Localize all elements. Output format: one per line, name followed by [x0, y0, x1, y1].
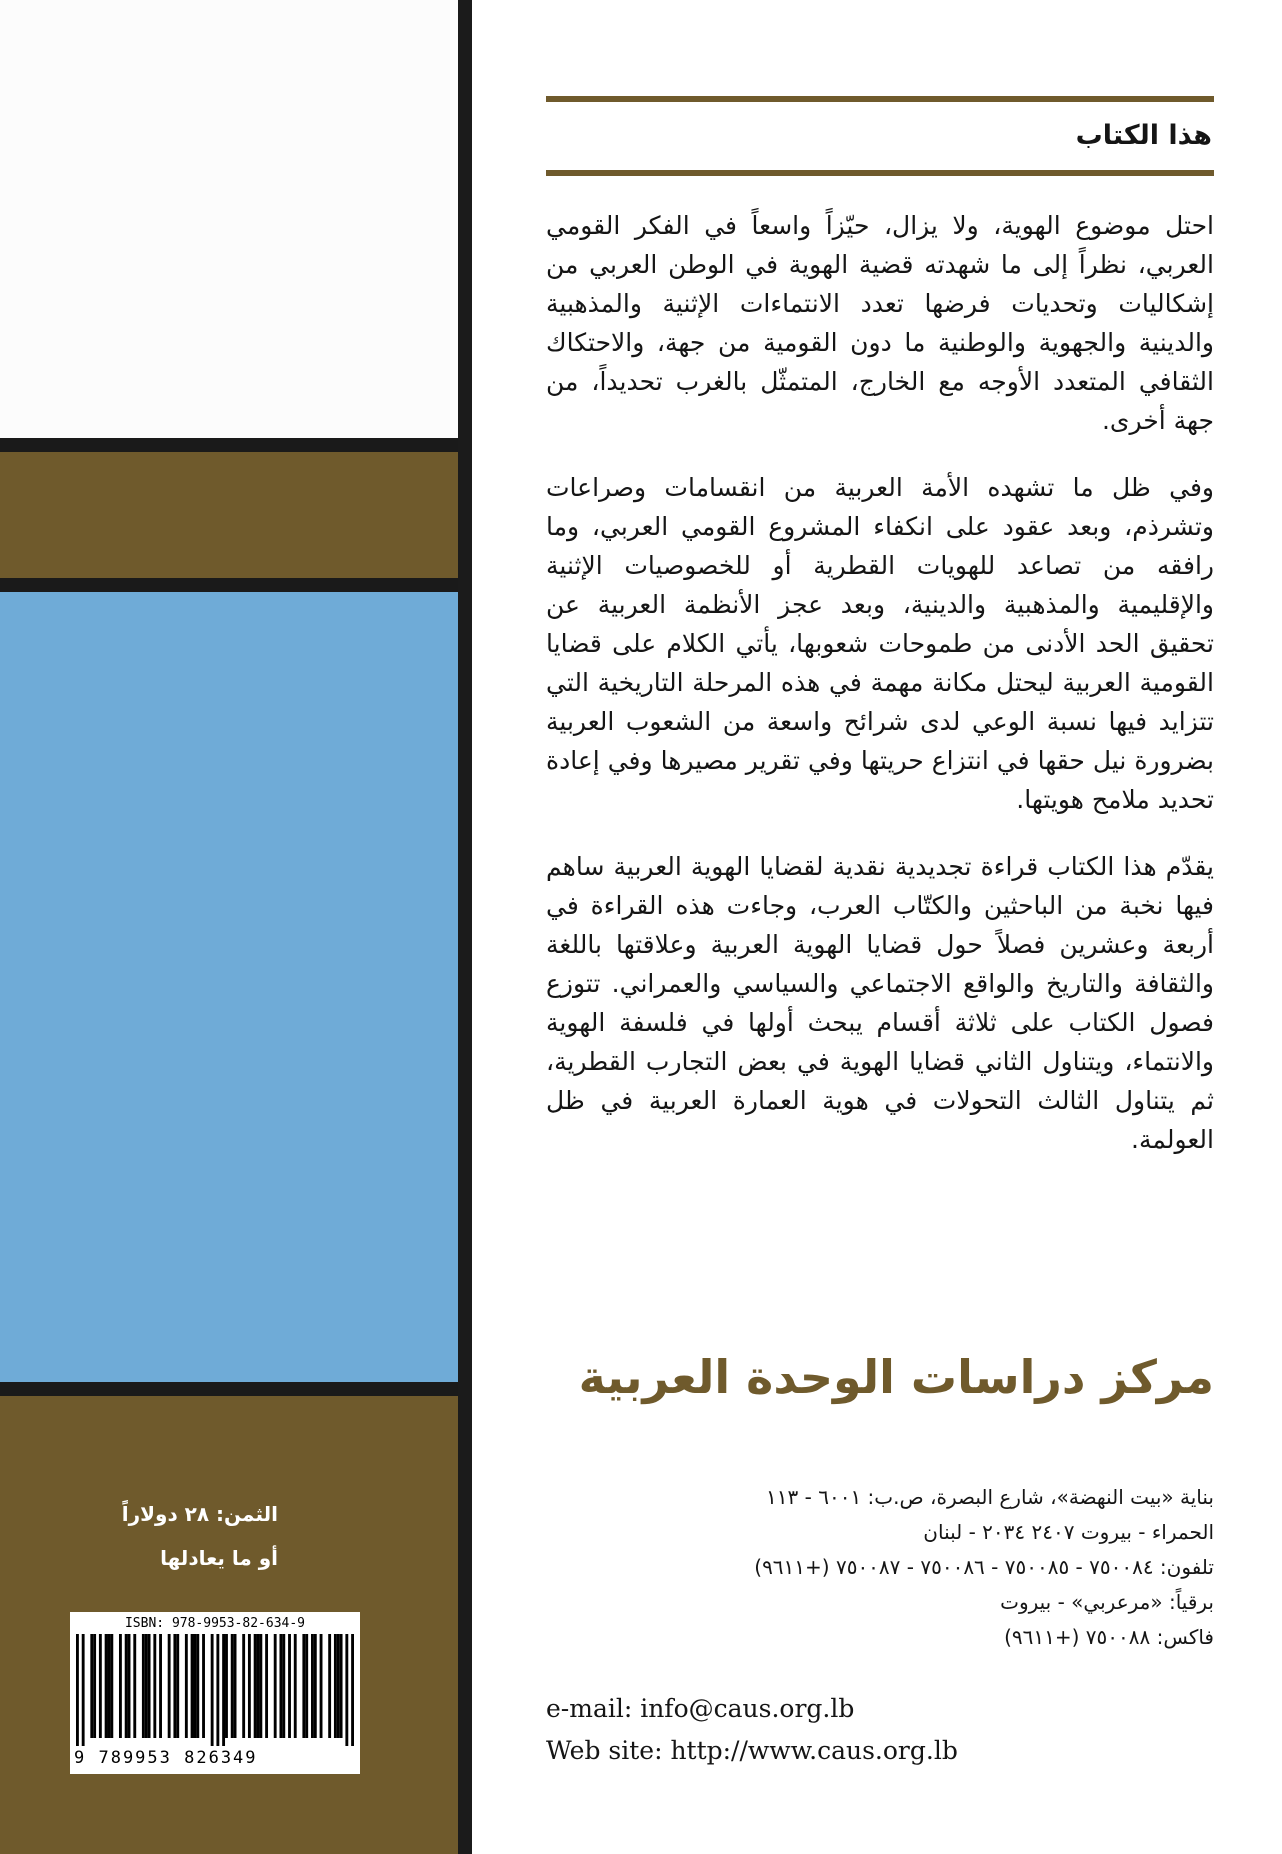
address-line: برقياً: «مرعربي» - بيروت: [1000, 1590, 1214, 1614]
email-line: e-mail: info@caus.org.lb: [546, 1694, 855, 1723]
address-line: الحمراء - بيروت ٢٤٠٧ ٢٠٣٤ - لبنان: [923, 1520, 1214, 1544]
address-line: تلفون: ٧٥٠٠٨٤ - ٧٥٠٠٨٥ - ٧٥٠٠٨٦ - ٧٥٠٠٨٧ (+٩٦١١): [754, 1555, 1214, 1579]
address-line: فاكس: ٧٥٠٠٨٨ (+٩٦١١): [1004, 1625, 1214, 1649]
publisher-address: [546, 1480, 1214, 1655]
black-rule-2: [0, 578, 462, 592]
publisher-name: مركز دراسات الوحدة العربية: [578, 1350, 1214, 1404]
price-note: أو ما يعادلها: [160, 1546, 278, 1570]
price-block: [78, 1492, 278, 1580]
white-block: [0, 0, 458, 438]
paragraph: وفي ظل ما تشهده الأمة العربية من انقسامات وصراعات وتشرذم، وبعد عقود على انكفاء المشروع القومي العربي، وما رافقه من تصاعد للهويات القطرية أو للخصوصيات الإثنية والإقليمية والمذهبية والدينية، وبعد عجز الأنظمة العربية عن تحقيق الحد الأدنى من طموحات شعوبها، يأتي الكلام على قضايا القومية العربية ليحتل مكانة مهمة في هذه المرحلة التاريخية التي تتزايد فيها نسبة الوعي لدى شرائح واسعة من الشعوب العربية بضرورة نيل حقها في انتزاع حريتها وفي تقرير مصيرها وفي إعادة تحديد ملامح هويتها.: [546, 473, 1214, 814]
paragraph: يقدّم هذا الكتاب قراءة تجديدية نقدية لقضايا الهوية العربية ساهم فيها نخبة من الباحثين والكتّاب العرب، وجاءت هذه القراءة في أربعة وعشرين فصلاً حول قضايا الهوية العربية وعلاقتها باللغة والثقافة والتاريخ والواقع الاجتماعي والسياسي والعمراني. تتوزع فصول الكتاب على ثلاثة أقسام يبحث أولها في فلسفة الهوية والانتماء، ويتناول الثاني قضايا الهوية في بعض التجارب القطرية، ثم يتناول الثالث التحولات في هوية العمارة العربية في ظل العولمة.: [546, 852, 1214, 1154]
website-line: Web site: http://www.caus.org.lb: [546, 1736, 958, 1765]
blue-block: [0, 592, 458, 1382]
paragraph: احتل موضوع الهوية، ولا يزال، حيّزاً واسعاً في الفكر القومي العربي، نظراً إلى ما شهدته قضية الهوية في الوطن العربي من إشكاليات وتحديات فرضها تعدد الانتماءات الإثنية والمذهبية والدينية والجهوية والوطنية ما دون القومية من جهة، والاحتكاك الثقافي المتعدد الأوجه مع الخارج، المتمثّل بالغرب تحديداً، من جهة أخرى.: [546, 211, 1214, 435]
isbn-label: ISBN: 978-9953-82-634-9: [124, 1616, 305, 1631]
price-label: الثمن: ٢٨ دولاراً: [121, 1502, 278, 1526]
black-rule-3: [0, 1382, 462, 1396]
cover-left-panel: [0, 0, 462, 1854]
section-title: هذا الكتاب: [1075, 120, 1212, 151]
barcode-digits: 9 789953 826349: [74, 1748, 258, 1768]
publisher-contact: [546, 1688, 1214, 1772]
spine-rule: [458, 0, 472, 1854]
title-rule-bottom: [546, 170, 1214, 176]
address-line: بناية «بيت النهضة»، شارع البصرة، ص.ب: ٦٠٠١ - ١١٣: [766, 1485, 1214, 1509]
black-rule-1: [0, 438, 462, 452]
brown-band-upper: [0, 452, 458, 578]
blurb: [546, 206, 1214, 1187]
isbn-barcode-box: [70, 1612, 360, 1774]
barcode-image: [76, 1634, 354, 1746]
title-rule-top: [546, 96, 1214, 102]
